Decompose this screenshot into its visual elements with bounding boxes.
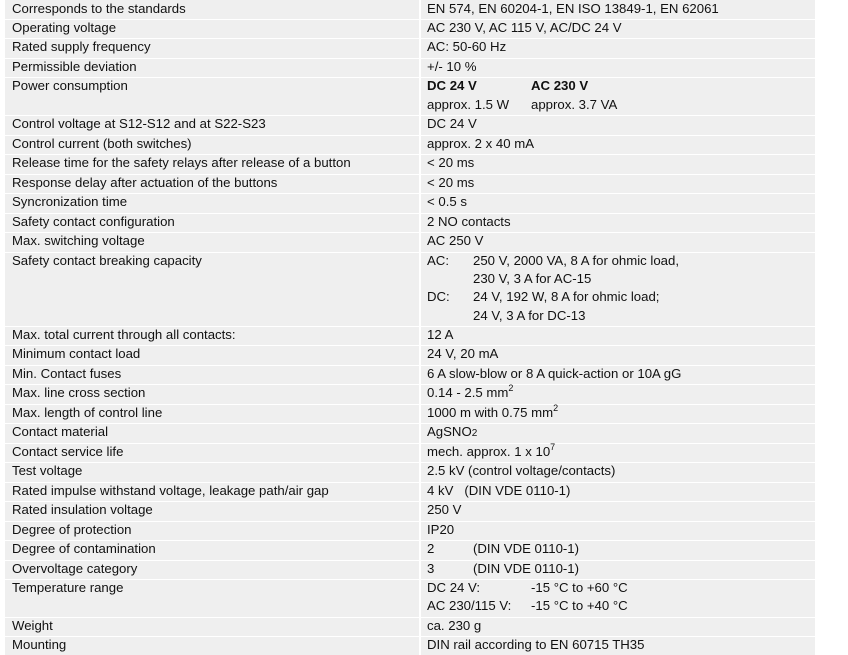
value-text: 0.14 - 2.5 mm — [427, 385, 509, 400]
spec-value: EN 574, EN 60204-1, EN ISO 13849-1, EN 62061 — [427, 1, 719, 16]
spec-value: < 20 ms — [427, 175, 475, 190]
spec-label: Test voltage — [12, 463, 83, 478]
spec-row-release-time — [5, 154, 815, 174]
ac-line-1: 250 V, 2000 VA, 8 A for ohmic load, — [473, 253, 680, 268]
value-number: 2 — [427, 541, 435, 556]
value-note: (DIN VDE 0110-1) — [473, 561, 580, 576]
spec-value: +/- 10 % — [427, 59, 477, 74]
spec-value: 2.5 kV (control voltage/contacts) — [427, 463, 616, 478]
spec-label: Control voltage at S12-S12 and at S22-S23 — [12, 116, 266, 131]
spec-label: Power consumption — [12, 78, 128, 93]
spec-row-min-contact-load — [5, 345, 815, 365]
spec-label: Permissible deviation — [12, 59, 137, 74]
spec-row-weight — [5, 617, 815, 636]
spec-value: < 20 ms — [427, 155, 475, 170]
spec-value: 6 A slow-blow or 8 A quick-action or 10A gG — [427, 366, 682, 381]
spec-value: IP20 — [427, 522, 455, 537]
dc-line-1: 24 V, 192 W, 8 A for ohmic load; — [473, 289, 660, 304]
spec-row-contact-config — [5, 213, 815, 232]
spec-label: Response delay after actuation of the buttons — [12, 175, 278, 190]
spec-label: Min. Contact fuses — [12, 366, 122, 381]
spec-row-operating-voltage — [5, 19, 815, 38]
spec-row-frequency — [5, 38, 815, 58]
spec-value — [427, 252, 807, 326]
temp-ac-label: AC 230/115 V: — [427, 598, 512, 613]
spec-value — [427, 540, 807, 560]
spec-value — [427, 560, 807, 579]
spec-label: Contact service life — [12, 444, 124, 459]
spec-label: Rated supply frequency — [12, 39, 151, 54]
spec-label: Max. line cross section — [12, 385, 146, 400]
spec-value — [427, 384, 513, 402]
spec-row-switching-voltage — [5, 232, 815, 252]
spec-label: Max. total current through all contacts: — [12, 327, 236, 342]
spec-row-contamination — [5, 540, 815, 560]
spec-label: Safety contact configuration — [12, 214, 175, 229]
spec-label: Operating voltage — [12, 20, 117, 35]
spec-row-service-life — [5, 443, 815, 462]
spec-row-temperature — [5, 579, 815, 617]
spec-label: Mounting — [12, 637, 67, 652]
ac-header: AC 230 V — [531, 78, 589, 93]
spec-label: Max. switching voltage — [12, 233, 145, 248]
ac-line-2: 230 V, 3 A for AC-15 — [473, 271, 592, 286]
temp-ac-value: -15 °C to +40 °C — [531, 598, 628, 613]
spec-row-insulation-voltage — [5, 501, 815, 521]
value-note: (DIN VDE 0110-1) — [473, 541, 580, 556]
spec-row-total-current — [5, 326, 815, 345]
spec-value: 250 V — [427, 502, 462, 517]
spec-label: Release time for the safety relays after release of a button — [12, 155, 351, 170]
subscript: 2 — [471, 428, 478, 439]
superscript: 7 — [550, 441, 556, 452]
spec-label: Syncronization time — [12, 194, 128, 209]
spec-value: AC 250 V — [427, 233, 484, 248]
spec-value: DIN rail according to EN 60715 TH35 — [427, 637, 645, 652]
spec-value: 4 kV (DIN VDE 0110-1) — [427, 483, 571, 498]
spec-row-cross-section — [5, 384, 815, 404]
spec-value: ca. 230 g — [427, 618, 482, 633]
spec-value — [427, 77, 807, 115]
dc-prefix: DC: — [427, 289, 450, 304]
spec-value: DC 24 V — [427, 116, 477, 131]
spec-row-overvoltage — [5, 560, 815, 579]
spec-value: AC: 50-60 Hz — [427, 39, 507, 54]
spec-value: < 0.5 s — [427, 194, 467, 209]
temp-dc-label: DC 24 V: — [427, 580, 481, 595]
spec-value: AC 230 V, AC 115 V, AC/DC 24 V — [427, 20, 622, 35]
spec-label: Max. length of control line — [12, 405, 163, 420]
spec-row-power-consumption — [5, 77, 815, 115]
spec-row-test-voltage — [5, 462, 815, 482]
spec-label: Rated insulation voltage — [12, 502, 153, 517]
spec-label: Contact material — [12, 424, 109, 439]
spec-label: Weight — [12, 618, 53, 633]
spec-label: Safety contact breaking capacity — [12, 253, 202, 268]
spec-label: Degree of contamination — [12, 541, 156, 556]
temp-dc-value: -15 °C to +60 °C — [531, 580, 628, 595]
spec-label: Rated impulse withstand voltage, leakage path/air gap — [12, 483, 329, 498]
value-text: 1000 m with 0.75 mm — [427, 405, 554, 420]
dc-line-2: 24 V, 3 A for DC-13 — [473, 308, 586, 323]
spec-row-breaking-capacity — [5, 252, 815, 326]
spec-value — [427, 423, 477, 443]
spec-value: 12 A — [427, 327, 454, 342]
spec-row-deviation — [5, 58, 815, 77]
dc-value: approx. 1.5 W — [427, 97, 510, 112]
spec-label: Control current (both switches) — [12, 136, 192, 151]
spec-row-control-current — [5, 135, 815, 154]
spec-label: Degree of protection — [12, 522, 132, 537]
spec-value — [427, 579, 807, 617]
spec-value — [427, 443, 555, 461]
spec-value: 24 V, 20 mA — [427, 346, 499, 361]
ac-value: approx. 3.7 VA — [531, 97, 618, 112]
spec-row-impulse-voltage — [5, 482, 815, 501]
value-number: 3 — [427, 561, 435, 576]
spec-label: Overvoltage category — [12, 561, 138, 576]
spec-label: Temperature range — [12, 580, 124, 595]
spec-row-sync-time — [5, 193, 815, 213]
spec-row-control-voltage — [5, 115, 815, 135]
spec-row-contact-material — [5, 423, 815, 443]
superscript: 2 — [553, 402, 559, 413]
spec-row-response-delay — [5, 174, 815, 193]
superscript: 2 — [508, 382, 514, 393]
spec-row-control-line-length — [5, 404, 815, 423]
spec-row-standards — [5, 0, 815, 19]
spec-row-contact-fuses — [5, 365, 815, 384]
spec-value — [427, 404, 558, 422]
spec-value: 2 NO contacts — [427, 214, 511, 229]
spec-row-protection — [5, 521, 815, 540]
column-divider — [419, 0, 421, 655]
spec-label: Minimum contact load — [12, 346, 141, 361]
spec-label: Corresponds to the standards — [12, 1, 186, 16]
value-text: mech. approx. 1 x 10 — [427, 444, 551, 459]
value-text: AgSNO — [427, 424, 472, 439]
spec-value: approx. 2 x 40 mA — [427, 136, 535, 151]
ac-prefix: AC: — [427, 253, 449, 268]
dc-header: DC 24 V — [427, 78, 477, 93]
spec-row-mounting — [5, 636, 815, 655]
specification-table — [5, 0, 815, 655]
